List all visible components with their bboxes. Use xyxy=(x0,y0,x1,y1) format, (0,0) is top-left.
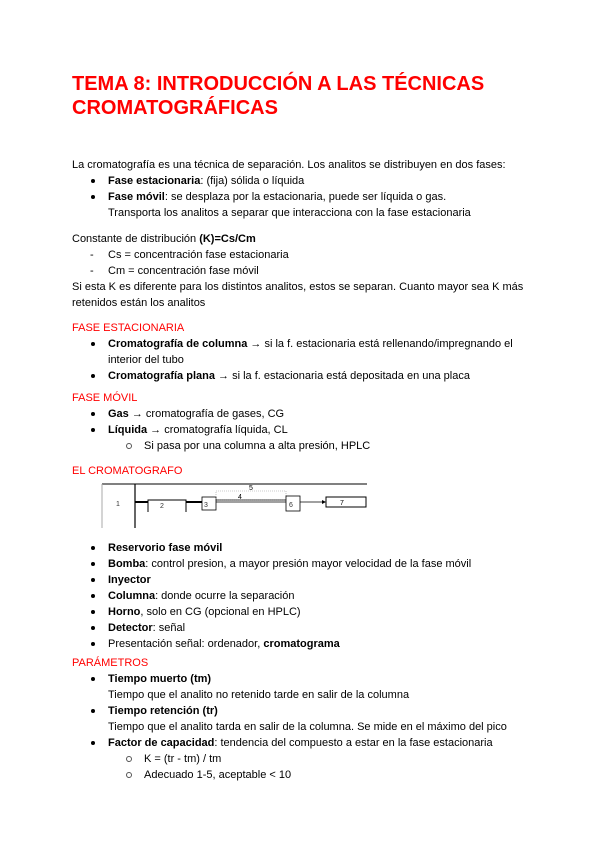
list-item: Presentación señal: ordenador, cromatograma xyxy=(72,636,552,652)
list-item: Tiempo muerto (tm) Tiempo que el analito no retenido tarde en salir de la columna xyxy=(72,671,552,703)
constant-note: Si esta K es diferente para los distintos analitos, estos se separan. Cuanto mayor sea K más retenidos están los analitos xyxy=(72,281,524,309)
list-item: Factor de capacidad: tendencia del compuesto a estar en la fase estacionaria xyxy=(72,735,552,751)
bullet-icon xyxy=(91,179,95,183)
fase-movil-list xyxy=(72,406,552,454)
bullet-icon xyxy=(91,428,95,432)
list-item: Columna: donde ocurre la separación xyxy=(72,588,552,604)
list-item: - Cm = concentración fase móvil xyxy=(90,265,259,277)
section-heading: EL CROMATOGRAFO xyxy=(72,465,183,477)
circle-bullet-icon xyxy=(126,443,132,449)
list-item: Cromatografía de columna → si la f. estacionaria está rellenando/impregnando el interior del tubo xyxy=(72,336,552,368)
bullet-icon xyxy=(91,594,95,598)
cromatografo-list xyxy=(72,540,552,652)
title-line-1: TEMA 8: INTRODUCCIÓN A LAS TÉCNICAS xyxy=(72,73,485,95)
svg-text:7: 7 xyxy=(340,500,344,507)
intro-section xyxy=(72,157,552,221)
bullet-icon xyxy=(91,374,95,378)
svg-text:3: 3 xyxy=(204,502,208,509)
list-item: Fase móvil: se desplaza por la estacionaria, puede ser líquida o gas. Transporta los analitos a separar que interacciona con la fase estacionaria xyxy=(72,189,552,221)
bullet-icon xyxy=(91,412,95,416)
bullet-icon xyxy=(91,741,95,745)
page-title xyxy=(72,72,542,120)
section-heading: FASE MÓVIL xyxy=(72,392,138,404)
list-item: Cromatografía plana → si la f. estacionaria está depositada en una placa xyxy=(72,368,552,384)
sub-list-item: Si pasa por una columna a alta presión, HPLC xyxy=(72,438,552,454)
fase-estacionaria-list xyxy=(72,336,552,384)
list-item: Inyector xyxy=(72,572,552,588)
svg-text:5: 5 xyxy=(249,485,253,492)
bullet-icon xyxy=(91,610,95,614)
list-item: - Cs = concentración fase estacionaria xyxy=(90,249,289,261)
constant-section xyxy=(72,231,552,311)
phases-list xyxy=(72,173,552,221)
cromatografo-list-section xyxy=(72,540,552,652)
bullet-icon xyxy=(91,546,95,550)
dash-icon: - xyxy=(90,265,94,277)
sub-list-item: K = (tr - tm) / tm xyxy=(72,751,552,767)
svg-text:4: 4 xyxy=(238,494,242,501)
bullet-icon xyxy=(91,195,95,199)
bullet-icon xyxy=(91,342,95,346)
fase-estacionaria-section xyxy=(72,320,552,384)
svg-text:6: 6 xyxy=(289,502,293,509)
sub-list-item: Adecuado 1-5, aceptable < 10 xyxy=(72,767,552,783)
list-item: Tiempo retención (tr) Tiempo que el analito tarda en salir de la columna. Se mide en el máximo del pico xyxy=(72,703,552,735)
svg-text:1: 1 xyxy=(116,501,120,508)
fase-movil-section xyxy=(72,390,552,454)
cromatografo-section xyxy=(72,463,552,479)
list-item: Reservorio fase móvil xyxy=(72,540,552,556)
bullet-icon xyxy=(91,562,95,566)
bullet-icon xyxy=(91,642,95,646)
list-item: Horno, solo en CG (opcional en HPLC) xyxy=(72,604,552,620)
svg-text:2: 2 xyxy=(160,503,164,510)
section-heading: FASE ESTACIONARIA xyxy=(72,322,185,334)
constant-list xyxy=(72,247,552,279)
chromatograph-diagram xyxy=(100,480,368,530)
list-item: Bomba: control presion, a mayor presión mayor velocidad de la fase móvil xyxy=(72,556,552,572)
list-item: Detector: señal xyxy=(72,620,552,636)
bullet-icon xyxy=(91,578,95,582)
title-line-2: CROMATOGRÁFICAS xyxy=(72,97,278,119)
parametros-section xyxy=(72,655,552,783)
circle-bullet-icon xyxy=(126,772,132,778)
intro-text: La cromatografía es una técnica de separación. Los analitos se distribuyen en dos fases: xyxy=(72,159,506,171)
list-item: Líquida → cromatografía líquida, CL xyxy=(72,422,552,438)
bullet-icon xyxy=(91,677,95,681)
dash-icon: - xyxy=(90,249,94,261)
list-item: Fase estacionaria: (fija) sólida o líquida xyxy=(72,173,552,189)
parametros-list xyxy=(72,671,552,783)
bullet-icon xyxy=(91,626,95,630)
constant-line: Constante de distribución (K)=Cs/Cm xyxy=(72,233,256,245)
circle-bullet-icon xyxy=(126,756,132,762)
constant-formula: (K)=Cs/Cm xyxy=(199,233,256,245)
bullet-icon xyxy=(91,709,95,713)
list-item: Gas → cromatografía de gases, CG xyxy=(72,406,552,422)
section-heading: PARÁMETROS xyxy=(72,657,149,669)
